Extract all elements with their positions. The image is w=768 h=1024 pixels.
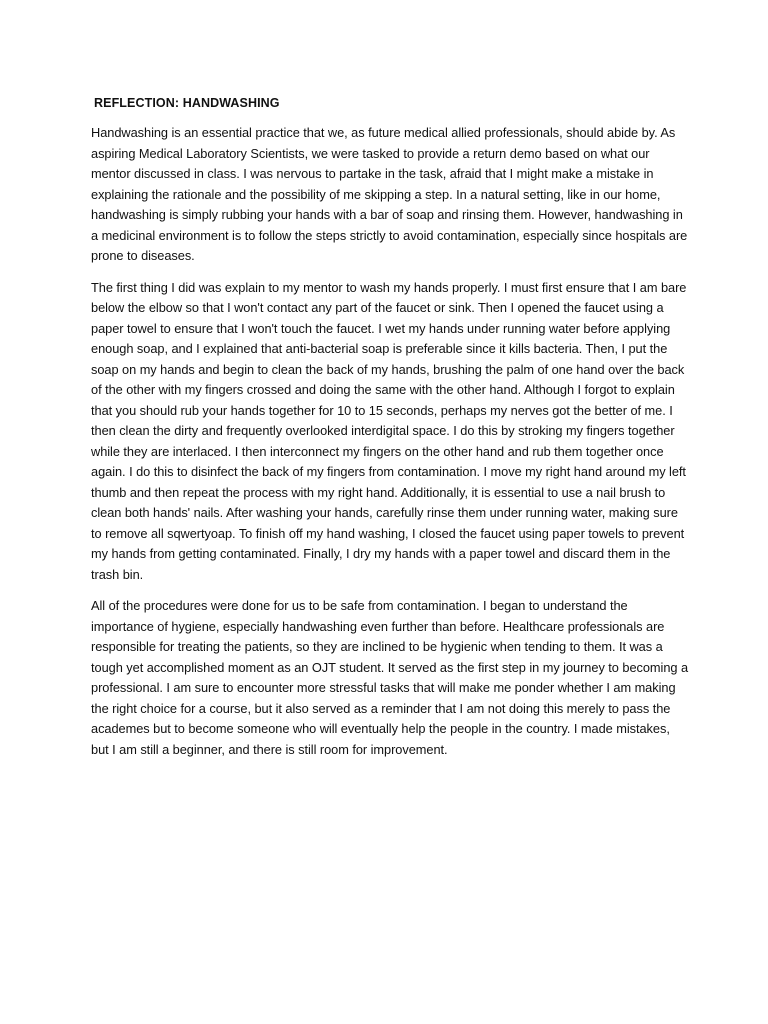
paragraph-intro: Handwashing is an essential practice that we, as future medical allied professionals, should abide by. As aspiring Medical Laboratory Scientists, we were tasked to provide a return demo based on what our mentor discussed in class. I was nervous to partake in the task, afraid that I might make a mistake in explaining the rationale and the possibility of me skipping a step. In a natural setting, like in our home, handwashing is simply rubbing your hands with a bar of soap and rinsing them. However, handwashing in a medicinal environment is to follow the steps strictly to avoid contamination, especially since hospitals are prone to diseases. <box>91 125 688 263</box>
paragraph-conclusion: All of the procedures were done for us to be safe from contamination. I began to understand the importance of hygiene, especially handwashing even further than before. Healthcare professionals are responsible for treating the patients, so they are inclined to be hygienic when tending to them. It was a tough yet accomplished moment as an OJT student. It served as the first step in my journey to becoming a professional. I am sure to encounter more stressful tasks that will make me ponder whether I am making the right choice for a course, but it also served as a reminder that I am not doing this merely to pass the academes but to become someone who will eventually help the people in the country. I made mistakes, but I am still a beginner, and there is still room for improvement. <box>91 598 689 757</box>
document-title: REFLECTION: HANDWASHING <box>94 96 280 110</box>
document-body <box>91 95 689 771</box>
paragraph-procedure: The first thing I did was explain to my mentor to wash my hands properly. I must first ensure that I am bare below the elbow so that I won't contact any part of the faucet or sink. Then I opened the faucet using a paper towel to ensure that I won't touch the faucet. I wet my hands under running water before applying enough soap, and I explained that anti-bacterial soap is preferable since it kills bacteria. Then, I put the soap on my hands and begin to clean the back of my hands, brushing the palm of one hand over the back of the other with my fingers crossed and doing the same with the other hand. Although I forgot to explain that you should rub your hands together for 10 to 15 seconds, perhaps my nerves got the better of me. I then clean the dirty and frequently overlooked interdigital space. I do this by stroking my fingers together while they are interlaced. I then interconnect my fingers on the other hand and rub them together once again. I do this to disinfect the back of my fingers from contamination. I move my right hand around my left thumb and then repeat the process with my right hand. Additionally, it is essential to use a nail brush to clean both hands' nails. After washing your hands, carefully rinse them under running water, making sure to remove all sqwertyoap. To finish off my hand washing, I closed the faucet using paper towels to prevent my hands from getting contaminated. Finally, I dry my hands with a paper towel and discard them in the trash bin. <box>91 279 687 582</box>
